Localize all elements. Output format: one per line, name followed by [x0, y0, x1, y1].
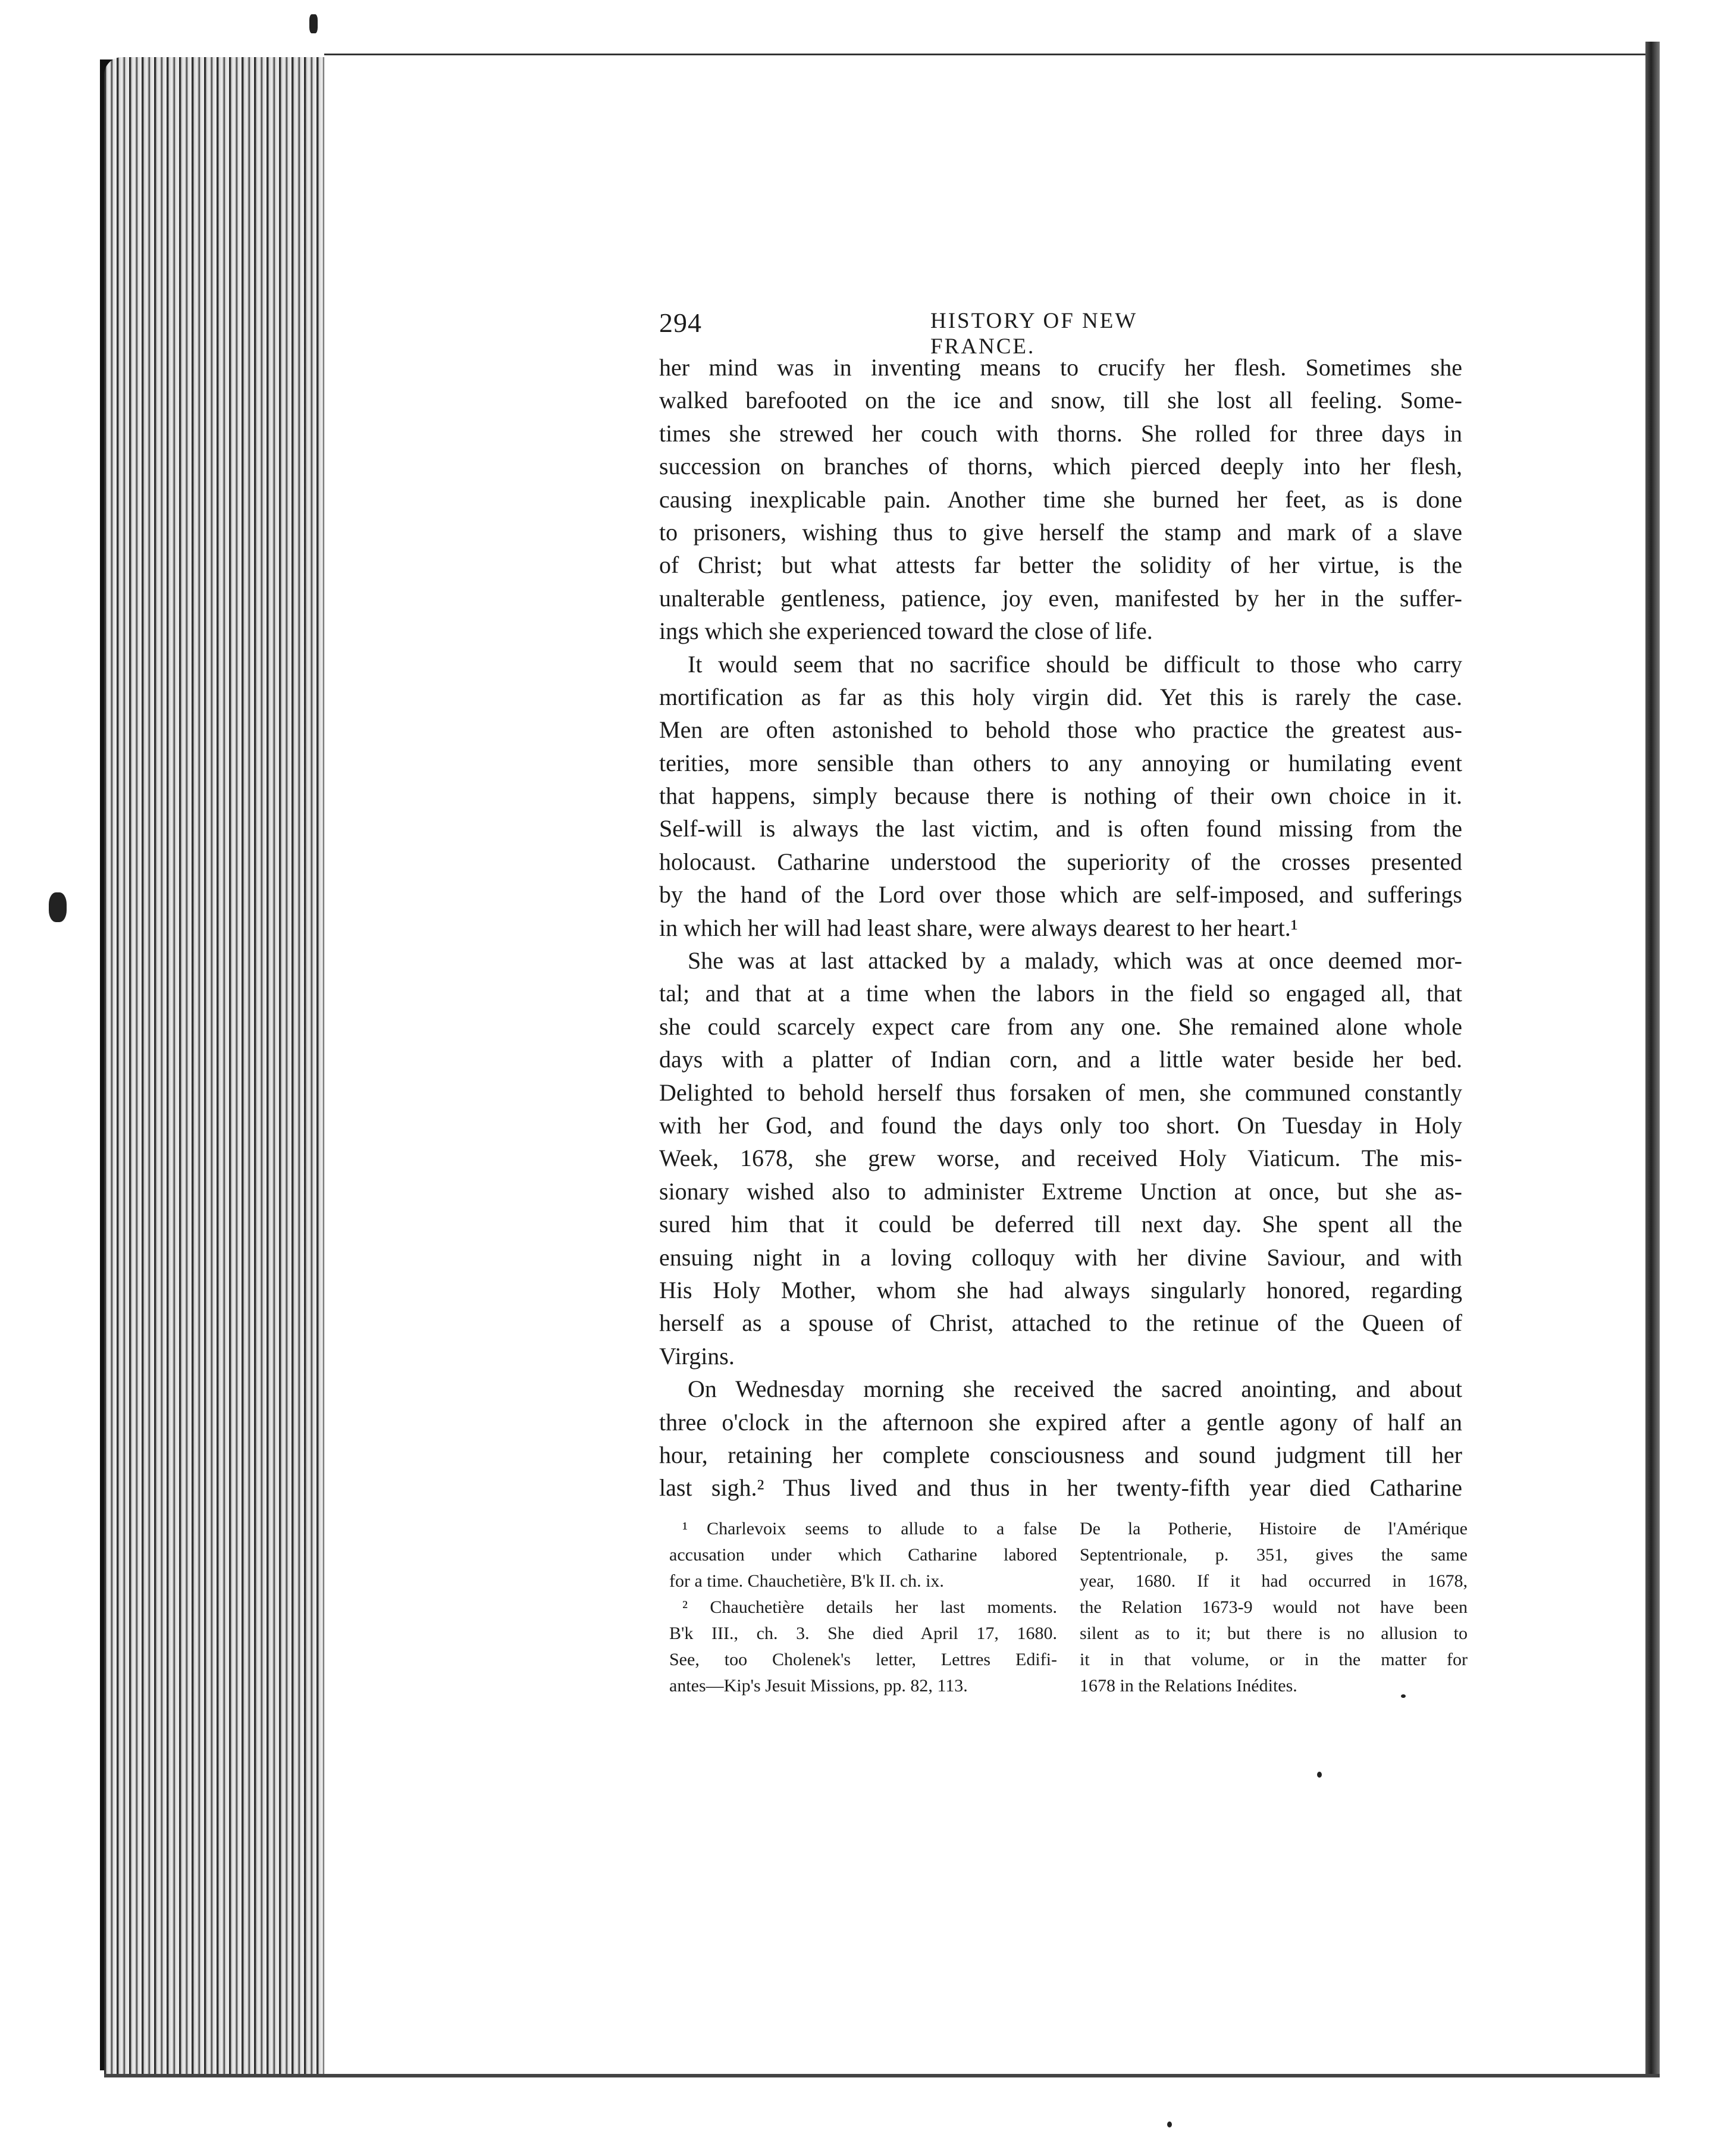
body-line: holocaust. Catharine understood the superiority of the crosses presented: [659, 848, 1462, 875]
body-line: three o'clock in the afternoon she expired after a gentle agony of half an: [659, 1408, 1462, 1436]
footnote-line: B'k III., ch. 3. She died April 17, 1680.: [669, 1624, 1057, 1643]
footnote-line: for a time. Chauchetière, B'k II. ch. ix.: [669, 1571, 944, 1591]
footnote-column-left: [669, 1516, 1057, 1699]
body-line: unalterable gentleness, patience, joy even, manifested by her in the suffer-: [659, 584, 1462, 612]
body-line: her mind was in inventing means to crucify her flesh. Sometimes she: [659, 354, 1462, 381]
ink-speck: [1401, 1694, 1406, 1698]
footnote-line: it in that volume, or in the matter for: [1080, 1650, 1468, 1669]
body-line: sionary wished also to administer Extreme Unction at once, but she as-: [659, 1177, 1462, 1205]
book-page-edges: [104, 57, 324, 2074]
footnote-line: See, too Cholenek's letter, Lettres Edifi-: [669, 1650, 1057, 1669]
body-line: It would seem that no sacrifice should be difficult to those who carry: [688, 650, 1462, 678]
footnote-line: year, 1680. If it had occurred in 1678,: [1080, 1571, 1468, 1591]
body-line: of Christ; but what attests far better the solidity of her virtue, is the: [659, 551, 1462, 579]
page-number: 294: [659, 308, 702, 338]
body-line: in which her will had least share, were always dearest to her heart.¹: [659, 914, 1298, 941]
body-line: On Wednesday morning she received the sacred anointing, and about: [688, 1375, 1462, 1403]
body-line: causing inexplicable pain. Another time she burned her feet, as is done: [659, 485, 1462, 513]
body-line: Self-will is always the last victim, and is often found missing from the: [659, 815, 1462, 842]
footnote-line: antes—Kip's Jesuit Missions, pp. 82, 113.: [669, 1676, 968, 1696]
footnote-line: 1678 in the Relations Inédites.: [1080, 1676, 1297, 1696]
body-line: hour, retaining her complete consciousness and sound judgment till her: [659, 1441, 1462, 1468]
ink-speck: [1167, 2121, 1172, 2127]
ink-speck: [49, 892, 67, 922]
book-bottom-edge: [104, 2074, 1660, 2077]
body-line: Week, 1678, she grew worse, and received Holy Viaticum. The mis-: [659, 1145, 1462, 1172]
scan-margin-left: [0, 0, 104, 2156]
ink-speck: [309, 14, 318, 33]
body-line: by the hand of the Lord over those which are self-imposed, and sufferings: [659, 881, 1462, 908]
footnote-line: ² Chauchetière details her last moments.: [682, 1597, 1057, 1617]
body-line: succession on branches of thorns, which pierced deeply into her flesh,: [659, 453, 1462, 480]
book-right-edge: [1645, 42, 1660, 2076]
footnote-line: De la Potherie, Histoire de l'Amérique: [1080, 1519, 1468, 1538]
body-line: mortification as far as this holy virgin did. Yet this is rarely the case.: [659, 683, 1462, 710]
body-line: His Holy Mother, whom she had always singularly honored, regarding: [659, 1276, 1462, 1303]
running-head: [659, 303, 1242, 359]
running-head-title: HISTORY OF NEW FRANCE.: [930, 309, 1137, 359]
body-line: Delighted to behold herself thus forsaken of men, she communed constantly: [659, 1079, 1462, 1106]
footnote-line: accusation under which Catharine labored: [669, 1545, 1057, 1565]
body-line: she could scarcely expect care from any one. She remained alone whole: [659, 1013, 1462, 1040]
footnote-line: Septentrionale, p. 351, gives the same: [1080, 1545, 1468, 1565]
body-line: Virgins.: [659, 1342, 735, 1370]
body-line: last sigh.² Thus lived and thus in her twenty-fifth year died Catharine: [659, 1474, 1462, 1502]
body-line: sured him that it could be deferred till next day. She spent all the: [659, 1211, 1462, 1238]
ink-speck: [1317, 1772, 1322, 1778]
body-line: herself as a spouse of Christ, attached to the retinue of the Queen of: [659, 1309, 1462, 1337]
body-line: with her God, and found the days only too short. On Tuesday in Holy: [659, 1111, 1462, 1139]
body-line: days with a platter of Indian corn, and a little water beside her bed.: [659, 1046, 1462, 1073]
body-text: [659, 351, 1462, 1505]
body-line: that happens, simply because there is nothing of their own choice in it.: [659, 782, 1462, 810]
body-line: ings which she experienced toward the close of life.: [659, 618, 1153, 645]
footnotes: [669, 1516, 1468, 1706]
footnote-column-right: [1080, 1516, 1468, 1699]
body-line: Men are often astonished to behold those who practice the greatest aus-: [659, 716, 1462, 744]
body-line: ensuing night in a loving colloquy with her divine Saviour, and with: [659, 1243, 1462, 1271]
body-line: She was at last attacked by a malady, which was at once deemed mor-: [688, 947, 1462, 974]
body-line: times she strewed her couch with thorns. She rolled for three days in: [659, 419, 1462, 447]
body-line: tal; and that at a time when the labors in the field so engaged all, that: [659, 980, 1462, 1007]
body-line: to prisoners, wishing thus to give herself the stamp and mark of a slave: [659, 518, 1462, 546]
body-line: terities, more sensible than others to any annoying or humilating event: [659, 749, 1462, 776]
footnote-line: the Relation 1673-9 would not have been: [1080, 1597, 1468, 1617]
footnote-line: ¹ Charlevoix seems to allude to a false: [682, 1519, 1057, 1538]
footnote-line: silent as to it; but there is no allusion to: [1080, 1624, 1468, 1643]
body-line: walked barefooted on the ice and snow, till she lost all feeling. Some-: [659, 387, 1462, 414]
